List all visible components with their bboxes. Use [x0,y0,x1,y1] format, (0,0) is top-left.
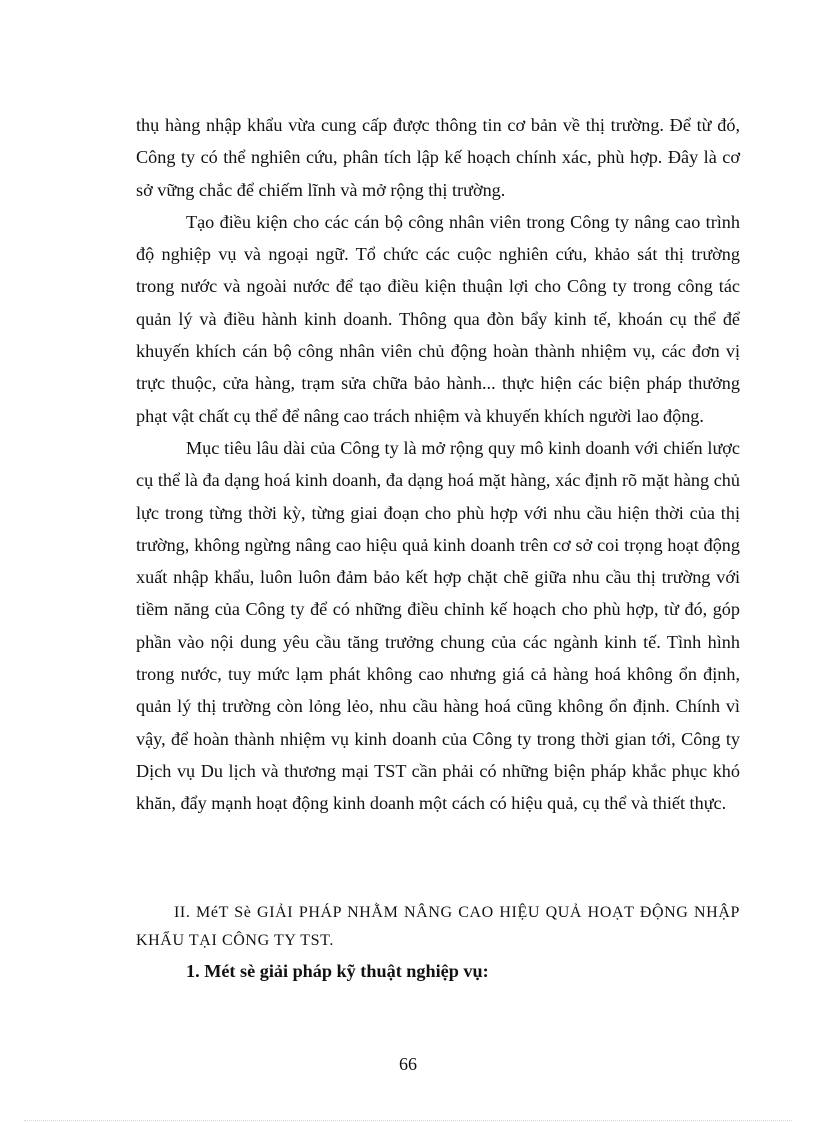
body-text [136,109,740,820]
paragraph-long-term-goals: Mục tiêu lâu dài của Công ty là mở rộng quy mô kinh doanh với chiến lược cụ thể là đa dạng hoá kinh doanh, đa dạng hoá mặt hàng, xác định rõ mặt hàng chủ lực trong từng thời kỳ, từng giai đoạn cho phù hợp với nhu cầu hiện thời của thị trường, không ngừng nâng cao hiệu quả kinh doanh trên cơ sở coi trọng hoạt động xuất nhập khẩu, luôn luôn đảm bảo kết hợp chặt chẽ giữa nhu cầu thị trường với tiềm năng của Công ty để có những điều chỉnh kế hoạch cho phù hợp, từ đó, góp phần vào nội dung yêu cầu tăng trưởng chung của các ngành kinh tế. Tình hình trong nước, tuy mức lạm phát không cao nhưng giá cả hàng hoá không ổn định, quản lý thị trường còn lỏng lẻo, nhu cầu hàng hoá cũng không ổn định. Chính vì vậy, để hoàn thành nhiệm vụ kinh doanh của Công ty trong thời gian tới, Công ty Dịch vụ Du lịch và thương mại TST cần phải có những biện pháp khắc phục khó khăn, đẩy mạnh hoạt động kinh doanh một cách có hiệu quả, cụ thể và thiết thực. [136,437,740,814]
subsection-heading: 1. Mét sè giải pháp kỹ thuật nghiệp vụ: [186,961,489,981]
page-number: 66 [399,1054,417,1074]
paragraph-continuation: thụ hàng nhập khẩu vừa cung cấp được thông tin cơ bản về thị trường. Để từ đó, Công ty có thể nghiên cứu, phân tích lập kế hoạch chính xác, phù hợp. Đây là cơ sở vững chắc để chiếm lĩnh và mở rộng thị trường. [136,115,740,200]
paragraph-staff-training: Tạo điều kiện cho các cán bộ công nhân viên trong Công ty nâng cao trình độ nghiệp vụ và ngoại ngữ. Tổ chức các cuộc nghiên cứu, khảo sát thị trường trong nước và ngoài nước để tạo điều kiện thuận lợi cho Công ty trong công tác quản lý và điều hành kinh doanh. Thông qua đòn bẩy kinh tế, khoán cụ thể để khuyến khích cán bộ công nhân viên chủ động hoàn thành nhiệm vụ, các đơn vị trực thuộc, cửa hàng, trạm sửa chữa bảo hành... thực hiện các biện pháp thưởng phạt vật chất cụ thể để nâng cao trách nhiệm và khuyến khích người lao động. [136,211,740,426]
footer-divider [24,1120,792,1121]
section-heading: II. MéT Sè GIẢI PHÁP NHẰM NÂNG CAO HIỆU QUẢ HOẠT ĐỘNG NHẬP KHẨU TẠI CÔNG TY TST. [136,904,740,949]
